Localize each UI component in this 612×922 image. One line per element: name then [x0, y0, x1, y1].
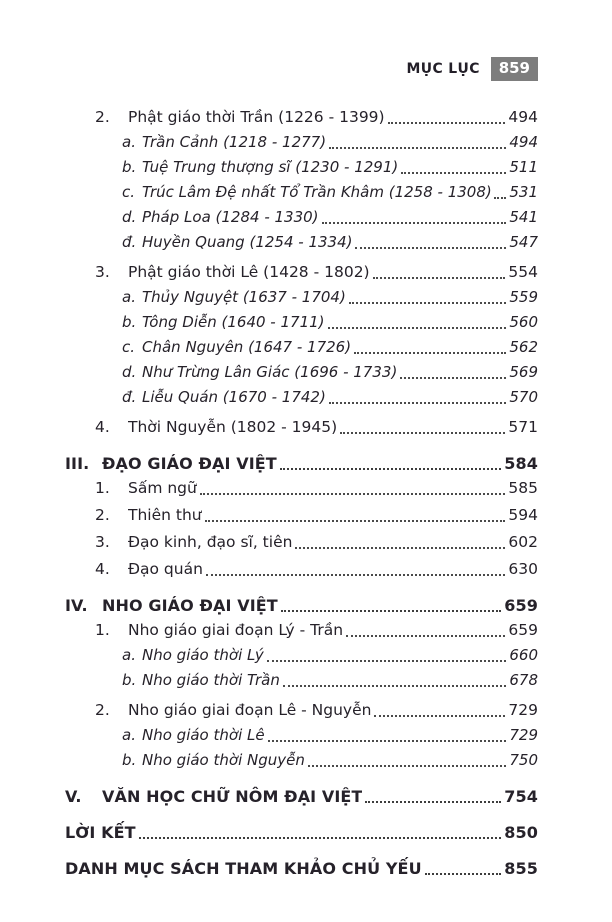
dot-leader: [388, 122, 506, 124]
toc-entry-page: 560: [509, 313, 538, 331]
dot-leader: [354, 352, 506, 354]
dot-leader: [401, 172, 506, 174]
toc-entry-page: 562: [509, 338, 538, 356]
toc-entry: [65, 284, 538, 309]
header-title: MỤC LỤC: [406, 61, 481, 77]
toc-entry-page: 559: [509, 288, 538, 306]
toc-entry-title: LỜI KẾT: [65, 823, 136, 842]
dot-leader: [346, 635, 505, 637]
toc-entry-page: 850: [504, 823, 538, 842]
toc-entry-page: 554: [508, 263, 538, 281]
dot-leader: [328, 327, 507, 329]
dot-leader: [374, 715, 505, 717]
toc-entry-number: 2.: [95, 506, 110, 524]
toc-entry-number: 1.: [95, 479, 110, 497]
toc-entry: [65, 309, 538, 334]
toc-entry: [65, 154, 538, 179]
toc-entry: [65, 475, 538, 500]
toc-entry-title: Thời Nguyễn (1802 - 1945): [128, 418, 338, 436]
toc-entry-title: Nho giáo giai đoạn Lý - Trần: [128, 621, 344, 639]
toc-entry: [65, 642, 538, 667]
toc-entry-title: Đạo quán: [128, 560, 203, 578]
toc-entry: [65, 818, 538, 844]
toc-entry-page: 855: [504, 859, 538, 878]
toc-entry: [65, 591, 538, 617]
toc-entry: [65, 384, 538, 409]
toc-entry: [65, 129, 538, 154]
toc-entry: [65, 529, 538, 554]
toc-entry-number: b.: [122, 313, 137, 331]
toc-entry: [65, 359, 538, 384]
toc-entry-title: Thủy Nguyệt (1637 - 1704): [142, 288, 346, 306]
dot-leader: [280, 468, 502, 470]
page-header: [65, 56, 538, 82]
toc-entry-page: 729: [509, 726, 538, 744]
dot-leader: [139, 837, 502, 839]
toc-entry-title: Chân Nguyên (1647 - 1726): [142, 338, 352, 356]
toc-entry-number: IV.: [65, 596, 88, 615]
toc-entry-title: Nho giáo thời Lý: [142, 646, 264, 664]
dot-leader: [281, 610, 502, 612]
toc-entry-title: Nho giáo thời Trần: [142, 671, 280, 689]
toc-entry-number: a.: [122, 646, 136, 664]
toc-entry-number: d.: [122, 363, 137, 381]
toc-entry-page: 754: [504, 787, 538, 806]
toc-entry: [65, 104, 538, 129]
toc-entry: [65, 782, 538, 808]
toc-entry-title: VĂN HỌC CHỮ NÔM ĐẠI VIỆT: [102, 787, 363, 806]
dot-leader: [267, 660, 507, 662]
toc-entry: [65, 179, 538, 204]
dot-leader: [283, 685, 506, 687]
toc-entry-title: Huyền Quang (1254 - 1334): [142, 233, 353, 251]
toc-entry-number: đ.: [122, 233, 137, 251]
toc-entry: [65, 667, 538, 692]
toc-entry: [65, 747, 538, 772]
toc-entry-page: 659: [508, 621, 538, 639]
toc-list: [65, 104, 538, 880]
toc-entry: [65, 414, 538, 439]
dot-leader: [205, 520, 506, 522]
toc-entry-title: Như Trừng Lân Giác (1696 - 1733): [142, 363, 398, 381]
toc-entry-number: a.: [122, 288, 136, 306]
toc-entry-title: Thiên thư: [128, 506, 202, 524]
dot-leader: [200, 493, 506, 495]
toc-entry-title: DANH MỤC SÁCH THAM KHẢO CHỦ YẾU: [65, 859, 422, 878]
toc-entry-page: 547: [509, 233, 538, 251]
dot-leader: [329, 147, 506, 149]
toc-entry-title: NHO GIÁO ĐẠI VIỆT: [102, 596, 278, 615]
toc-entry-number: III.: [65, 454, 90, 473]
toc-entry-title: Phật giáo thời Trần (1226 - 1399): [128, 108, 385, 126]
toc-entry-page: 602: [508, 533, 538, 551]
toc-entry: [65, 204, 538, 229]
toc-entry: [65, 697, 538, 722]
toc-entry-page: 531: [509, 183, 538, 201]
toc-entry-number: 2.: [95, 701, 110, 719]
toc-entry-number: V.: [65, 787, 82, 806]
toc-entry-number: b.: [122, 671, 137, 689]
toc-entry-number: 2.: [95, 108, 110, 126]
toc-entry-page: 571: [508, 418, 538, 436]
toc-entry-page: 585: [508, 479, 538, 497]
toc-entry: [65, 617, 538, 642]
dot-leader: [425, 873, 502, 875]
dot-leader: [206, 574, 506, 576]
toc-entry-number: c.: [122, 183, 136, 201]
toc-entry-title: Trúc Lâm Đệ nhất Tổ Trần Khâm (1258 - 1308): [142, 183, 492, 201]
toc-entry: [65, 854, 538, 880]
toc-entry-page: 659: [504, 596, 538, 615]
dot-leader: [322, 222, 507, 224]
toc-entry-page: 541: [509, 208, 538, 226]
toc-entry-number: b.: [122, 751, 137, 769]
toc-entry: [65, 334, 538, 359]
page-number-badge: 859: [491, 57, 538, 81]
dot-leader: [349, 302, 507, 304]
toc-entry-number: 3.: [95, 263, 110, 281]
dot-leader: [355, 247, 506, 249]
toc-entry-page: 750: [509, 751, 538, 769]
toc-entry: [65, 449, 538, 475]
toc-entry-number: 4.: [95, 560, 110, 578]
toc-entry-page: 678: [509, 671, 538, 689]
toc-entry-number: c.: [122, 338, 136, 356]
toc-entry-number: a.: [122, 133, 136, 151]
dot-leader: [308, 765, 506, 767]
toc-entry-page: 584: [504, 454, 538, 473]
toc-entry-title: Nho giáo thời Lê: [142, 726, 265, 744]
dot-leader: [268, 740, 507, 742]
toc-entry-title: Tuệ Trung thượng sĩ (1230 - 1291): [142, 158, 399, 176]
toc-entry-title: Nho giáo thời Nguyễn: [142, 751, 305, 769]
toc-entry-page: 594: [508, 506, 538, 524]
dot-leader: [365, 801, 501, 803]
toc-entry-title: Sấm ngữ: [128, 479, 197, 497]
toc-entry: [65, 502, 538, 527]
toc-entry: [65, 722, 538, 747]
toc-entry: [65, 229, 538, 254]
toc-entry: [65, 259, 538, 284]
toc-entry-title: Nho giáo giai đoạn Lê - Nguyễn: [128, 701, 372, 719]
dot-leader: [295, 547, 505, 549]
toc-entry-number: 4.: [95, 418, 110, 436]
toc-entry-page: 630: [508, 560, 538, 578]
toc-entry-page: 569: [509, 363, 538, 381]
toc-entry-page: 494: [508, 108, 538, 126]
toc-entry-title: Pháp Loa (1284 - 1330): [142, 208, 319, 226]
toc-entry-number: d.: [122, 208, 137, 226]
toc-entry-title: Đạo kinh, đạo sĩ, tiên: [128, 533, 293, 551]
dot-leader: [373, 277, 506, 279]
toc-entry-title: Tông Diễn (1640 - 1711): [142, 313, 325, 331]
toc-entry-number: 3.: [95, 533, 110, 551]
toc-entry-title: Liễu Quán (1670 - 1742): [142, 388, 326, 406]
toc-entry: [65, 556, 538, 581]
dot-leader: [329, 402, 507, 404]
dot-leader: [494, 197, 506, 199]
toc-entry-page: 660: [509, 646, 538, 664]
toc-entry-number: b.: [122, 158, 137, 176]
toc-entry-number: 1.: [95, 621, 110, 639]
toc-entry-page: 729: [508, 701, 538, 719]
toc-entry-page: 494: [509, 133, 538, 151]
toc-entry-page: 511: [509, 158, 538, 176]
toc-entry-title: Phật giáo thời Lê (1428 - 1802): [128, 263, 370, 281]
dot-leader: [340, 432, 505, 434]
toc-entry-title: ĐẠO GIÁO ĐẠI VIỆT: [102, 454, 277, 473]
toc-entry-title: Trần Cảnh (1218 - 1277): [142, 133, 327, 151]
dot-leader: [400, 377, 506, 379]
toc-entry-number: đ.: [122, 388, 137, 406]
toc-entry-number: a.: [122, 726, 136, 744]
toc-entry-page: 570: [509, 388, 538, 406]
